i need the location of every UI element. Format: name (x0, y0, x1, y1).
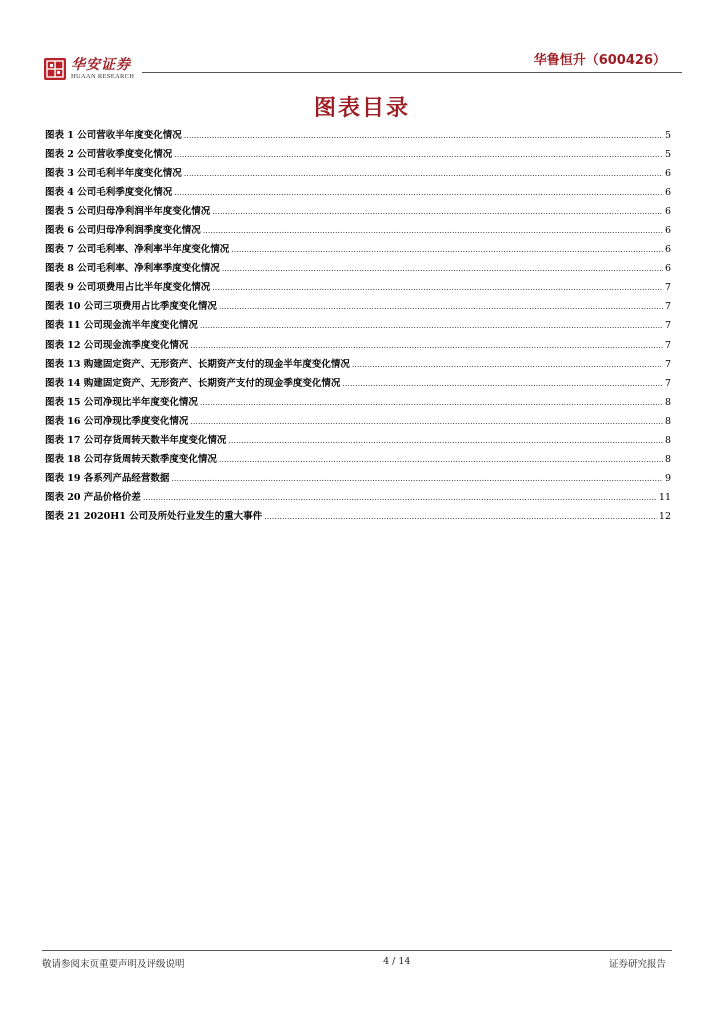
toc-entry-label: 图表 13 购建固定资产、无形资产、长期资产支付的现金半年度变化情况 (45, 358, 350, 370)
toc-entry-label: 图表 15 公司净现比半年度变化情况 (45, 396, 198, 408)
footer-page-number: 4 / 14 (383, 956, 411, 967)
toc-entry-label: 图表 11 公司现金流半年度变化情况 (45, 320, 198, 332)
toc-entry-label: 图表 3 公司毛利半年度变化情况 (45, 168, 182, 180)
toc-entry-page: 7 (664, 301, 671, 313)
toc-entry[interactable] (45, 164, 671, 183)
page-title: 图表目录 (313, 96, 410, 121)
toc-entry[interactable] (45, 469, 671, 488)
toc-entry-label: 图表 10 公司三项费用占比季度变化情况 (45, 301, 217, 313)
toc-entry-page: 6 (664, 225, 671, 237)
toc-leader-dots (222, 259, 663, 278)
toc-entry-label: 图表 8 公司毛利率、净利率季度变化情况 (45, 263, 220, 275)
toc-entry[interactable] (45, 431, 671, 450)
company-name: 华鲁恒升（600426） (533, 53, 666, 68)
toc-entry-label: 图表 20 产品价格价差 (45, 491, 141, 503)
toc-leader-dots (219, 450, 663, 469)
seal-icon (44, 58, 66, 80)
toc-entry-label: 图表 1 公司营收半年度变化情况 (45, 130, 182, 141)
logo-english-text: HUAAN RESEARCH (71, 73, 135, 80)
toc-leader-dots (143, 488, 657, 507)
toc-entry-page: 8 (664, 434, 671, 446)
toc-entry[interactable] (45, 393, 671, 412)
toc-leader-dots (200, 316, 663, 335)
toc-entry[interactable] (45, 450, 671, 469)
toc-entry-label: 图表 2 公司营收季度变化情况 (45, 149, 173, 161)
page-header (42, 44, 682, 86)
toc-entry-page: 8 (664, 415, 671, 427)
toc-entry-label: 图表 9 公司项费用占比半年度变化情况 (45, 282, 211, 294)
toc-entry-page: 11 (658, 491, 671, 503)
toc-entry[interactable] (45, 278, 671, 297)
toc-entry[interactable] (45, 145, 671, 164)
toc-leader-dots (190, 412, 663, 431)
table-of-figures (45, 126, 671, 526)
toc-leader-dots (212, 278, 663, 297)
toc-entry-label: 图表 7 公司毛利率、净利率半年度变化情况 (45, 244, 230, 256)
toc-leader-dots (342, 374, 663, 393)
toc-entry-page: 8 (664, 453, 671, 465)
toc-entry-label: 图表 14 购建固定资产、无形资产、长期资产支付的现金季度变化情况 (45, 377, 341, 389)
toc-entry-page: 7 (664, 377, 671, 389)
logo-chinese-text: 华安证券 (71, 57, 131, 73)
toc-entry-label: 图表 17 公司存货周转天数半年度变化情况 (45, 434, 227, 446)
footer-report-type: 证券研究报告 (608, 959, 666, 970)
footer-divider (42, 950, 672, 951)
toc-leader-dots (212, 202, 663, 221)
toc-entry-label: 图表 16 公司净现比季度变化情况 (45, 415, 189, 427)
toc-entry-page: 7 (664, 358, 671, 370)
toc-entry[interactable] (45, 221, 671, 240)
toc-entry-page: 6 (664, 244, 671, 256)
toc-entry-page: 6 (664, 206, 671, 218)
toc-entry[interactable] (45, 240, 671, 259)
toc-entry[interactable] (45, 316, 671, 335)
toc-entry[interactable] (45, 355, 671, 374)
toc-entry[interactable] (45, 202, 671, 221)
toc-leader-dots (264, 507, 657, 526)
toc-entry-page: 6 (664, 187, 671, 199)
toc-entry-page: 7 (664, 339, 671, 351)
toc-leader-dots (174, 145, 663, 164)
toc-entry-label: 图表 5 公司归母净利润半年度变化情况 (45, 206, 211, 218)
toc-entry[interactable] (45, 259, 671, 278)
toc-entry[interactable] (45, 412, 671, 431)
toc-entry[interactable] (45, 507, 671, 526)
toc-leader-dots (203, 221, 663, 240)
toc-entry-label: 图表 19 各系列产品经营数据 (45, 472, 170, 484)
toc-leader-dots (184, 126, 663, 145)
toc-entry-label: 图表 12 公司现金流季度变化情况 (45, 339, 189, 351)
toc-entry[interactable] (45, 126, 671, 145)
toc-entry-label: 图表 18 公司存货周转天数季度变化情况 (45, 453, 217, 465)
toc-entry[interactable] (45, 183, 671, 202)
toc-entry-page: 7 (664, 320, 671, 332)
toc-leader-dots (184, 164, 663, 183)
toc-entry-label: 图表 21 2020H1 公司及所处行业发生的重大事件 (45, 510, 263, 522)
company-logo (44, 58, 134, 81)
toc-leader-dots (219, 297, 663, 316)
toc-entry-page: 8 (664, 396, 671, 408)
toc-leader-dots (171, 469, 663, 488)
toc-leader-dots (352, 355, 663, 374)
toc-entry[interactable] (45, 297, 671, 316)
toc-leader-dots (190, 336, 663, 355)
toc-leader-dots (200, 393, 663, 412)
toc-entry[interactable] (45, 336, 671, 355)
toc-entry[interactable] (45, 488, 671, 507)
toc-entry-page: 6 (664, 263, 671, 275)
toc-entry[interactable] (45, 374, 671, 393)
toc-entry-page: 7 (664, 282, 671, 294)
toc-entry-label: 图表 4 公司毛利季度变化情况 (45, 187, 173, 199)
toc-leader-dots (174, 183, 663, 202)
toc-leader-dots (228, 431, 663, 450)
header-divider (142, 72, 682, 73)
toc-entry-page: 5 (664, 149, 671, 161)
toc-entry-page: 6 (664, 168, 671, 180)
toc-entry-label: 图表 6 公司归母净利润季度变化情况 (45, 225, 201, 237)
footer-disclaimer: 敬请参阅末页重要声明及评级说明 (42, 959, 185, 970)
toc-entry-page: 5 (664, 130, 671, 141)
page-footer (42, 956, 666, 970)
toc-entry-page: 12 (658, 510, 671, 522)
toc-entry-page: 9 (664, 472, 671, 484)
toc-leader-dots (231, 240, 663, 259)
